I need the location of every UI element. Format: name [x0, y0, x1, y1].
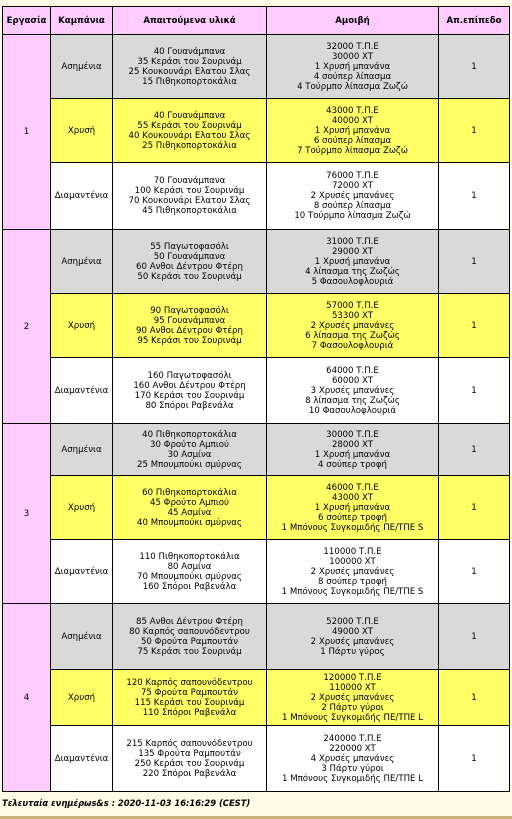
materials-cell: [113, 358, 267, 424]
material-line: 120 Καρπός σαπουνόδεντρου: [126, 677, 253, 688]
required-level: 1: [439, 670, 510, 726]
material-line: 160 Σπόροι Ραβενάλα: [142, 581, 237, 592]
table-row: [3, 540, 510, 604]
reward-line: 49000 XT: [331, 626, 374, 637]
header-reward: Αμοιβή: [267, 7, 439, 35]
materials-cell: [113, 726, 267, 792]
reward-line: 6 σούπερ λίπασμα: [313, 135, 392, 146]
reward-line: 10 Φασουλοφλουριά: [308, 405, 397, 416]
reward-cell: [267, 163, 439, 230]
reward-line: 2 Χρυσές μπανάνες: [310, 320, 395, 331]
reward-line: 57000 Τ.Π.Ε: [326, 300, 379, 311]
campaign-name: Διαμαντένια: [51, 540, 113, 604]
reward-line: 32000 Τ.Π.Ε: [326, 41, 379, 52]
campaign-name: Ασημένια: [51, 230, 113, 294]
header-level: Απ.επίπεδο: [439, 7, 510, 35]
reward-line: 72000 XT: [331, 181, 374, 191]
campaign-name: Χρυσή: [51, 476, 113, 540]
material-line: 25 Μπουμπούκι σμύρνας: [137, 459, 242, 470]
material-line: 45 Φρούτο Αμπιού: [150, 497, 229, 508]
materials-cell: [113, 424, 267, 476]
material-line: 40 Κουκουνάρι Ελατου Σλας: [128, 130, 251, 141]
material-line: 160 Παγωτοφασόλι: [147, 370, 232, 381]
campaign-name: Ασημένια: [51, 604, 113, 670]
material-line: 85 Ανθοι Δέντρου Φτέρη: [136, 616, 243, 627]
material-line: 170 Κεράσι του Σουρινάμ: [134, 390, 245, 401]
table-row: [3, 35, 510, 99]
required-level: 1: [439, 294, 510, 358]
reward-line: 1 Πάρτυ γύρος: [320, 646, 385, 657]
material-line: 90 Παγωτοφασόλι: [150, 305, 229, 316]
materials-cell: [113, 35, 267, 99]
table-row: [3, 294, 510, 358]
table-row: [3, 230, 510, 294]
material-line: 215 Καρπός σαπουνόδεντρου: [126, 738, 253, 749]
reward-line: 29000 XT: [331, 246, 374, 257]
reward-line: 2 Πάρτυ γύροι: [321, 702, 384, 713]
material-line: 40 Γουανάμπανα: [153, 110, 226, 121]
reward-line: 120000 Τ.Π.Ε: [323, 672, 382, 683]
material-line: 40 Γουανάμπανα: [153, 46, 226, 57]
material-line: 220 Σπόροι Ραβενάλα: [142, 768, 237, 779]
tasks-table: [2, 6, 510, 792]
material-line: 50 Γουανάμπανα: [153, 251, 226, 262]
header-row: [3, 7, 510, 35]
material-line: 15 Πιθηκοπορτοκάλια: [142, 76, 237, 87]
material-line: 80 Καρπός σαπουνόδεντρου: [129, 626, 250, 637]
material-line: 95 Γουανάμπανα: [153, 315, 226, 326]
reward-cell: [267, 476, 439, 540]
material-line: 95 Κεράσι του Σουρινάμ: [137, 335, 242, 346]
material-line: 50 Φρούτα Ραμπουτάν: [140, 636, 239, 647]
material-line: 40 Πιθηκοπορτοκάλια: [142, 429, 237, 440]
material-line: 45 Ασμίνα: [167, 507, 212, 518]
reward-line: 43000 Τ.Π.Ε: [326, 105, 379, 116]
table-row: [3, 670, 510, 726]
reward-line: 100000 XT: [329, 556, 376, 567]
reward-line: 240000 Τ.Π.Ε: [323, 733, 382, 744]
header-task: Εργασία: [3, 7, 51, 35]
table-row: [3, 726, 510, 792]
last-updated: Τελευταία ενημέρωs&s : 2020-11-03 16:16:29 (CEST): [2, 798, 251, 808]
campaign-name: Διαμαντένια: [51, 358, 113, 424]
reward-line: 2 Χρυσές μπανάνες: [310, 636, 395, 647]
material-line: 90 Ανθοι Δέντρου Φτέρη: [136, 325, 243, 336]
material-line: 75 Κεράσι του Σουρινάμ: [137, 646, 242, 657]
materials-cell: [113, 476, 267, 540]
reward-cell: [267, 670, 439, 726]
materials-cell: [113, 99, 267, 163]
task-number: 4: [3, 604, 51, 792]
reward-line: 8 σούπερ λίπασμα: [313, 201, 392, 211]
required-level: 1: [439, 99, 510, 163]
material-line: 55 Κεράσι του Σουρινάμ: [137, 120, 242, 131]
campaign-name: Ασημένια: [51, 424, 113, 476]
reward-line: 1 Μπόνους Συγκομιδής ΠΕ/ΤΠΕ S: [281, 522, 424, 533]
reward-line: 30000 XT: [331, 51, 374, 62]
campaign-name: Ασημένια: [51, 35, 113, 99]
material-line: 80 Σπόροι Ραβενάλα: [145, 400, 234, 411]
material-line: 115 Κεράσι του Σουρινάμ: [134, 697, 245, 708]
reward-line: 220000 XT: [329, 743, 376, 754]
campaign-name: Χρυσή: [51, 670, 113, 726]
reward-line: 60000 XT: [331, 375, 374, 386]
campaign-name: Χρυσή: [51, 294, 113, 358]
material-line: 250 Κεράσι του Σουρινάμ: [134, 758, 245, 769]
material-line: 25 Κουκουνάρι Ελατου Σλας: [128, 66, 251, 77]
material-line: 40 Μπουμπούκι σμύρνας: [137, 517, 242, 528]
campaign-name: Διαμαντένια: [51, 726, 113, 792]
table-row: [3, 163, 510, 230]
material-line: 110 Πιθηκοπορτοκάλια: [139, 551, 240, 562]
material-line: 70 Μπουμπούκι σμύρνας: [137, 571, 242, 582]
reward-line: 31000 Τ.Π.Ε: [326, 236, 379, 247]
required-level: 1: [439, 476, 510, 540]
reward-cell: [267, 604, 439, 670]
task-number: 2: [3, 230, 51, 424]
reward-line: 4 σούπερ λίπασμα: [313, 71, 392, 82]
materials-cell: [113, 670, 267, 726]
table-row: [3, 99, 510, 163]
required-level: 1: [439, 540, 510, 604]
reward-line: 8 λίπασμα της Ζωζώς: [305, 395, 400, 406]
reward-line: 1 Μπόνους Συγκομιδής ΠΕ/ΤΠΕ S: [281, 586, 424, 597]
reward-line: 1 Χρυσή μπανάνα: [314, 256, 391, 267]
reward-line: 3 Χρυσές μπανάνες: [310, 385, 395, 396]
reward-line: 2 Χρυσές μπανάνες: [310, 692, 395, 703]
material-line: 35 Κεράσι του Σουρινάμ: [137, 56, 242, 67]
material-line: 80 Ασμίνα: [167, 561, 212, 572]
required-level: 1: [439, 163, 510, 230]
header-campaign: Καμπάνια: [51, 7, 113, 35]
material-line: 55 Παγωτοφασόλι: [150, 241, 229, 252]
reward-cell: [267, 99, 439, 163]
reward-line: 46000 Τ.Π.Ε: [326, 482, 379, 493]
material-line: 30 Ασμίνα: [167, 449, 212, 460]
reward-line: 4 Τούρμπο λίπασμα Ζωζώ: [297, 81, 408, 92]
reward-line: 64000 Τ.Π.Ε: [326, 365, 379, 376]
materials-cell: [113, 294, 267, 358]
reward-line: 1 Μπόνους Συγκομιδής ΠΕ/ΤΠΕ L: [282, 773, 423, 784]
materials-cell: [113, 540, 267, 604]
materials-cell: [113, 163, 267, 230]
reward-line: 5 Φασουλοφλουριά: [311, 276, 394, 287]
task-number: 1: [3, 35, 51, 230]
reward-cell: [267, 540, 439, 604]
reward-line: 7 Φασουλοφλουριά: [311, 340, 394, 351]
reward-cell: [267, 358, 439, 424]
material-line: 60 Ανθοι Δέντρου Φτέρη: [136, 261, 243, 272]
reward-line: 28000 XT: [331, 439, 374, 450]
reward-line: 110000 XT: [329, 682, 376, 693]
reward-line: 10 Τούρμπο λίπασμα Ζωζώ: [294, 211, 411, 221]
reward-line: 2 Χρυσές μπανάνες: [310, 191, 395, 201]
reward-cell: [267, 294, 439, 358]
reward-line: 3 Πάρτυ γύροι: [321, 763, 384, 774]
reward-cell: [267, 424, 439, 476]
required-level: 1: [439, 230, 510, 294]
materials-cell: [113, 230, 267, 294]
reward-cell: [267, 35, 439, 99]
material-line: 60 Πιθηκοπορτοκάλια: [142, 487, 237, 498]
material-line: 135 Φρούτα Ραμπουτάν: [138, 748, 241, 759]
header-materials: Απαιτούμενα υλικά: [113, 7, 267, 35]
required-level: 1: [439, 726, 510, 792]
table-row: [3, 604, 510, 670]
reward-line: 4 σούπερ τροφή: [318, 459, 387, 470]
required-level: 1: [439, 358, 510, 424]
reward-line: 76000 Τ.Π.Ε: [326, 171, 379, 181]
campaign-name: Διαμαντένια: [51, 163, 113, 230]
materials-cell: [113, 604, 267, 670]
table-row: [3, 358, 510, 424]
reward-line: 40000 XT: [331, 115, 374, 126]
reward-line: 8 σούπερ τροφή: [318, 576, 387, 587]
required-level: 1: [439, 424, 510, 476]
table-row: [3, 424, 510, 476]
material-line: 25 Πιθηκοπορτοκάλια: [142, 140, 237, 151]
material-line: 75 Φρούτα Ραμπουτάν: [140, 687, 239, 698]
required-level: 1: [439, 604, 510, 670]
reward-line: 30000 Τ.Π.Ε: [326, 429, 379, 440]
reward-line: 1 Χρυσή μπανάνα: [314, 502, 391, 513]
material-line: 70 Γουανάμπανα: [153, 176, 226, 186]
campaign-name: Χρυσή: [51, 99, 113, 163]
reward-line: 4 λίπασμα της Ζωζώς: [305, 266, 400, 277]
reward-line: 53300 XT: [331, 310, 374, 321]
material-line: 70 Κουκουνάρι Ελατου Σλας: [128, 196, 251, 206]
material-line: 30 Φρούτο Αμπιού: [150, 439, 229, 450]
material-line: 100 Κεράσι του Σουρινάμ: [134, 186, 245, 196]
material-line: 160 Ανθοι Δέντρου Φτέρη: [133, 380, 246, 391]
material-line: 45 Πιθηκοπορτοκάλια: [142, 206, 237, 216]
reward-line: 6 λίπασμα της Ζωζώς: [305, 330, 400, 341]
reward-line: 110000 Τ.Π.Ε: [323, 546, 382, 557]
reward-line: 6 σούπερ τροφή: [318, 512, 387, 523]
required-level: 1: [439, 35, 510, 99]
material-line: 110 Σπόροι Ραβενάλα: [142, 707, 237, 718]
reward-line: 1 Μπόνους Συγκομιδής ΠΕ/ΤΠΕ L: [282, 712, 423, 723]
reward-line: 52000 Τ.Π.Ε: [326, 616, 379, 627]
reward-line: 7 Τούρμπο λίπασμα Ζωζώ: [297, 145, 408, 156]
task-number: 3: [3, 424, 51, 604]
table-row: [3, 476, 510, 540]
reward-cell: [267, 726, 439, 792]
material-line: 50 Κεράσι του Σουρινάμ: [137, 271, 242, 282]
reward-line: 1 Χρυσή μπανάνα: [314, 61, 391, 72]
reward-line: 43000 XT: [331, 492, 374, 503]
reward-line: 1 Χρυσή μπανάνα: [314, 125, 391, 136]
reward-line: 4 Χρυσές μπανάνες: [310, 753, 395, 764]
reward-line: 1 Χρυσή μπανάνα: [314, 449, 391, 460]
reward-line: 2 Χρυσές μπανάνες: [310, 566, 395, 577]
reward-cell: [267, 230, 439, 294]
